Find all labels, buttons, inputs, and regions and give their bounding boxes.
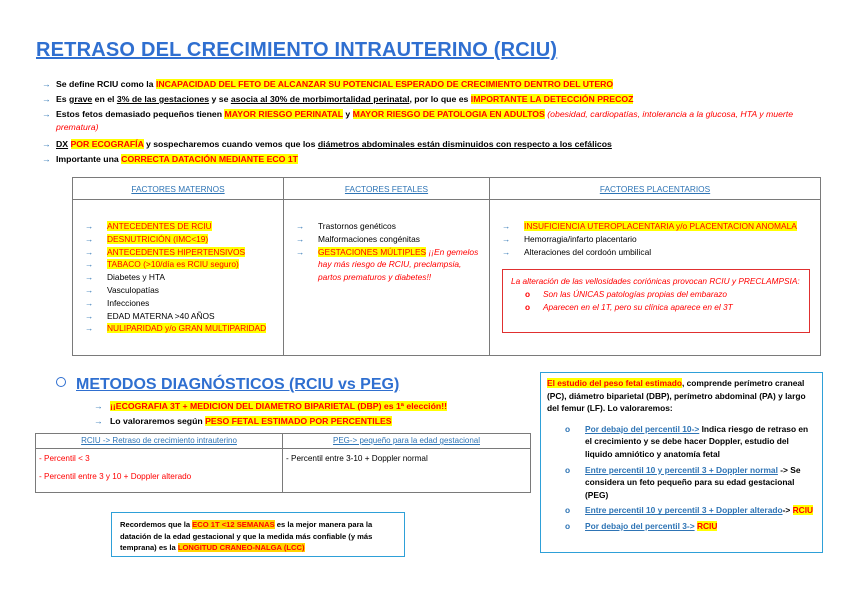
maternal-item-label: DESNUTRICIÓN (IMC<19) [107,233,209,244]
arrow-icon: → [85,284,94,295]
bullet-icon: o [565,464,571,475]
intro-text: , por lo que es [409,94,471,104]
circle-bullet-icon [56,377,66,387]
intro-text: diámetros abdominales están disminuidos con respecto a los cefálicos [317,139,612,149]
dating-note-box [111,512,405,557]
placental-column [490,178,820,355]
maternal-item-label: ANTECEDENTES HIPERTENSIVOS [107,246,246,257]
diagnostic-title [56,376,399,394]
placental-item-label: Alteraciones del cordoón umbilical [524,246,652,257]
arrow-icon: → [296,233,305,244]
fetal-item-label: Trastornos genéticos [318,221,396,231]
rciu-criterion: - Percentil entre 3 y 10 + Doppler alterado [39,472,192,481]
intro-text: y se [209,94,231,104]
maternal-list [85,220,275,335]
list-item [85,258,275,271]
intro-note: (obesidad, cardiopatías, intolerancia a la glucosa, HTA y muerte prematura) [56,109,794,132]
fetal-column [284,178,490,355]
maternal-item-label: Diabetes y HTA [107,272,166,283]
arrow-icon: → [85,323,94,334]
placental-item-highlight: INSUFICIENCIA UTEROPLACENTARIA y/o PLACENTACION ANOMALA [524,221,797,231]
list-item [85,233,275,246]
maternal-column [73,178,284,355]
weight-list [547,423,816,533]
weight-link[interactable]: Entre percentil 10 y percentil 3 + Doppler alterado [585,505,783,516]
rciu-header: RCIU -> Retraso de crecimiento intrauterino [36,434,282,449]
list-item [502,246,817,259]
page-title: RETRASO DEL CRECIMIENTO INTRAUTERINO (RCIU) [36,39,558,61]
peg-cell [283,449,530,469]
weight-highlight: El estudio del peso fetal estimado [547,378,682,388]
arrow-icon: → [296,221,305,231]
placental-note-sub: Son las ÚNICAS patologías propias del embarazo [543,288,728,299]
intro-definition [42,78,826,91]
diagnostic-highlight: ¡¡ECOGRAFIA 3T + MEDICION DEL DIAMETRO BIPARIETAL (DBP) es 1ª elección!! [110,401,447,411]
intro-highlight: MAYOR RIESGO DE PATOLOGIA EN ADULTOS [352,109,545,119]
weight-link[interactable]: Entre percentil 10 y percentil 3 + Doppler normal [585,464,778,475]
diagnostic-text: Lo valoraremos según [110,416,206,426]
intro-text: y [342,109,353,119]
note-text: Recordemos que la [120,520,193,529]
arrow-icon: → [85,310,94,321]
fetal-weight-box [540,372,823,553]
diagnostic-title-text: METODOS DIAGNÓSTICOS (RCIU vs PEG) [76,376,400,393]
arrow-icon: → [42,139,51,149]
factors-table [72,177,821,356]
placental-item-label: Hemorragia/infarto placentario [524,233,637,244]
maternal-item-label: NULIPARIDAD y/o GRAN MULTIPARIDAD [107,323,267,334]
list-item [502,233,817,246]
bullet-icon: o [525,301,531,312]
arrow-icon: → [42,79,51,89]
note-text: es la mejor manera para la datación de la edad gestacional y que la medida más confiable (y más temprana) es la [120,520,373,552]
rciu-cell [36,449,282,487]
arrow-icon: → [94,416,103,426]
maternal-item-label: Infecciones [107,297,150,308]
peg-header: PEG-> pequeño para la edad gestacional [283,434,530,449]
list-item [547,464,816,502]
intro-highlight: MAYOR RIESGO PERINATAL [224,109,343,119]
rciu-peg-table [35,433,531,493]
maternal-header: FACTORES MATERNOS [73,178,283,200]
fetal-list [296,220,486,284]
bullet-icon: o [565,520,571,531]
maternal-item-label: EDAD MATERNA >40 AÑOS [107,310,215,321]
bullet-icon: o [525,288,531,299]
intro-text: grave [69,94,93,104]
arrow-icon: → [85,259,94,270]
intro-highlight: CORRECTA DATACIÓN MEDIANTE ECO 1T [121,154,298,164]
placental-note-box [502,269,810,333]
arrow-icon: → [42,109,51,119]
bullet-icon: o [565,423,571,434]
maternal-item-label: TABACO (>10/día es RCIU seguro) [107,259,239,270]
bullet-icon: o [565,505,571,516]
fetal-header: FACTORES FETALES [284,178,489,200]
arrow-icon: → [85,221,94,231]
list-item [85,322,275,335]
list-item [296,233,486,246]
placental-note-sub: Aparecen en el 1T, pero su clínica aparece en el 3T [543,301,733,312]
arrow-icon: → [296,246,305,257]
list-item [85,284,275,297]
arrow-icon: → [502,246,511,257]
weight-text: -> [782,505,793,516]
rciu-criterion: - Percentil < 3 [39,454,90,463]
weight-text: -> Se considera un feto pequeño para su edad gestacional (PEG) [585,464,801,500]
intro-text: asocia al 30% de morbimortalidad perinatal [230,94,410,104]
arrow-icon: → [502,233,511,244]
maternal-item-label: Vasculopatías [107,284,159,295]
diagnostic-line-1 [94,400,447,413]
intro-text: en el [92,94,117,104]
intro-highlight: POR ECOGRAFÍA [70,139,144,149]
intro-dating [42,153,826,166]
placental-list [502,220,817,258]
list-item [296,246,486,284]
diagnostic-highlight: PESO FETAL ESTIMADO POR PERCENTILES [205,416,392,426]
weight-highlight: RCIU [792,505,814,516]
list-item [511,288,801,301]
list-item [85,246,275,259]
intro-risk [42,108,826,134]
weight-highlight: RCIU [696,520,718,531]
maternal-item-label: ANTECEDENTES DE RCIU [107,221,212,231]
weight-link[interactable]: Por debajo del percentil 10-> [585,423,700,434]
intro-text: Estos fetos demasiado pequeños tienen [56,109,225,119]
arrow-icon: → [502,221,511,231]
fetal-item-label: Malformaciones congénitas [318,233,420,244]
weight-intro: , comprende perímetro craneal (PC), diámetro biparietal (DBP), perímetro abdominal (PA) y largo del femur (LF). Lo valoraremos: [547,378,806,414]
list-item [85,297,275,310]
intro-diagnosis [42,138,826,151]
list-item [502,220,817,233]
list-item [85,271,275,284]
placental-note-text: La alteración de las vellosidades coriónicas provocan RCIU y PRECLAMPSIA: [511,276,800,286]
arrow-icon: → [94,401,103,411]
arrow-icon: → [85,297,94,308]
peg-criterion: - Percentil entre 3-10 + Doppler normal [286,454,428,463]
intro-highlight: IMPORTANTE LA DETECCIÓN PRECOZ [470,94,634,104]
intro-prevalence [42,93,826,106]
intro-text: DX [56,139,69,149]
intro-text: y sospecharemos cuando vemos que los [143,139,318,149]
list-item [547,423,816,461]
note-highlight: ECO 1T <12 SEMANAS [192,520,275,529]
intro-text: Se define RCIU como la [56,79,156,89]
placental-header: FACTORES PLACENTARIOS [490,178,820,200]
intro-text: Es [56,94,70,104]
weight-text: Indica riesgo de retraso en el crecimiento y se debe hacer Doppler, estudio del liquido amniótico y anatomía fetal [585,423,809,459]
fetal-item-note: ¡¡En gemelos hay más riesgo de RCIU, preclampsia, partos prematuros y diabetes!! [318,246,479,283]
weight-link[interactable]: Por debajo del percentil 3-> [585,520,695,531]
list-item [85,220,275,233]
rciu-column [36,434,283,492]
arrow-icon: → [85,233,94,244]
diagnostic-line-2 [94,415,392,428]
arrow-icon: → [85,272,94,283]
intro-text: 3% de las gestaciones [116,94,210,104]
arrow-icon: → [42,154,51,164]
list-item [296,220,486,233]
list-item [547,520,816,533]
list-item [85,310,275,323]
arrow-icon: → [85,246,94,257]
list-item [511,301,801,314]
arrow-icon: → [42,94,51,104]
fetal-item-highlight: GESTACIONES MÚLTIPLES [318,246,427,257]
list-item [547,504,816,517]
peg-column [283,434,530,492]
note-highlight: LONGITUD CRANEO-NALGA (LCC) [177,543,305,552]
intro-highlight: INCAPACIDAD DEL FETO DE ALCANZAR SU POTENCIAL ESPERADO DE CRECIMIENTO DENTRO DEL UTERO [155,79,614,89]
intro-text: Importante una [56,154,122,164]
